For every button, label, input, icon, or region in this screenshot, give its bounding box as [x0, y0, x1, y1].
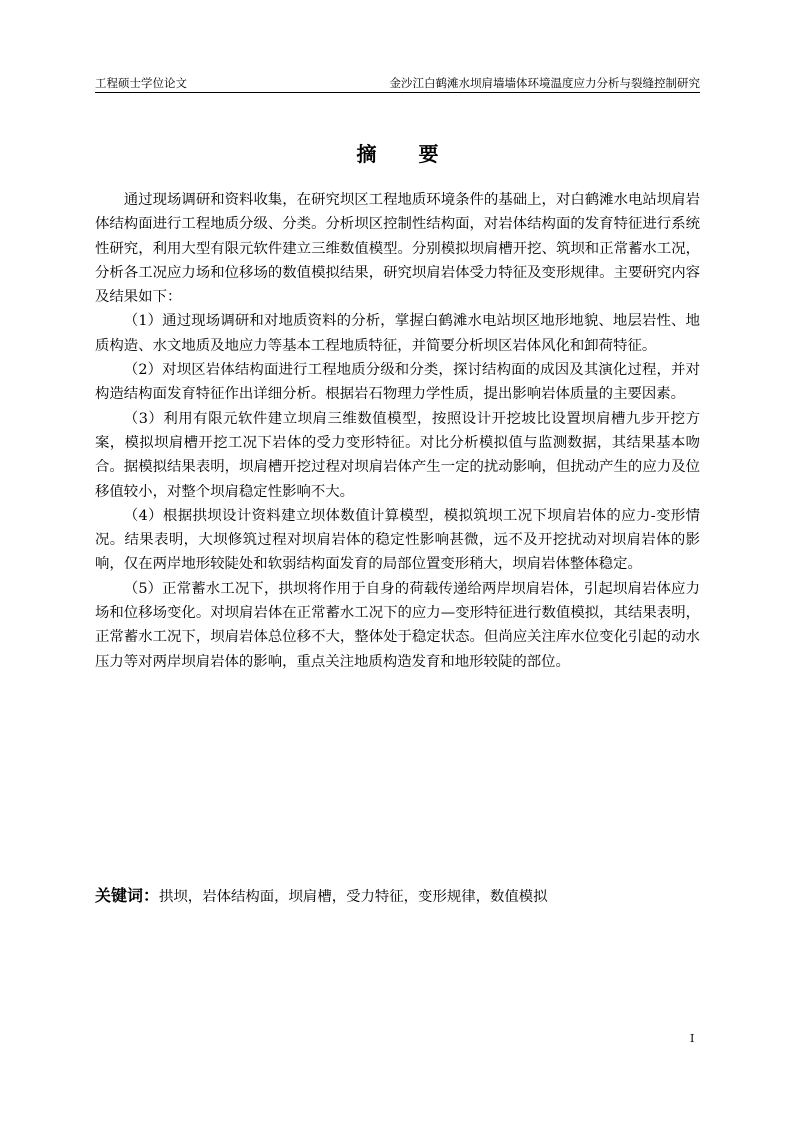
keywords-text: 拱坝，岩体结构面，坝肩槽，受力特征，变形规律，数值模拟	[159, 889, 548, 905]
abstract-point-4: （4）根据拱坝设计资料建立坝体数值计算模型，模拟筑坝工况下坝肩岩体的应力-变形情况。结果表明，大坝修筑过程对坝肩岩体的稳定性影响甚微，远不及开挖扰动对坝肩岩体的影响，仅在两岸地形较陡处和软弱结构面发育的局部位置变形稍大，坝肩岩体整体稳定。	[95, 507, 700, 573]
page-number: I	[690, 1032, 695, 1045]
abstract-point-5: （5）正常蓄水工况下，拱坝将作用于自身的荷载传递给两岸坝肩岩体，引起坝肩岩体应力场和位移场变化。对坝肩岩体在正常蓄水工况下的应力—变形特征进行数值模拟，其结果表明，正常蓄水工况下，坝肩岩体总位移不大，整体处于稳定状态。但尚应关注库水位变化引起的动水压力等对两岸坝肩岩体的影响，重点关注地质构造发育和地形较陡的部位。	[95, 580, 700, 670]
abstract-title	[95, 140, 700, 168]
header-thesis-type: 工程硕士学位论文	[95, 76, 187, 90]
abstract-point-2: （2）对坝区岩体结构面进行工程地质分级和分类，探讨结构面的成因及其演化过程，并对构造结构面发育特征作出详细分析。根据岩石物理力学性质，提出影响岩体质量的主要因素。	[95, 362, 700, 403]
abstract-point-1: （1）通过现场调研和对地质资料的分析，掌握白鹤滩水电站坝区地形地貌、地层岩性、地质构造、水文地质及地应力等基本工程地质特征，并简要分析坝区岩体风化和卸荷特征。	[95, 313, 700, 354]
abstract-point-3: （3）利用有限元软件建立坝肩三维数值模型，按照设计开挖坡比设置坝肩槽九步开挖方案，模拟坝肩槽开挖工况下岩体的受力变形特征。对比分析模拟值与监测数据，其结果基本吻合。据模拟结果表明，坝肩槽开挖过程对坝肩岩体产生一定的扰动影响，但扰动产生的应力及位移值较小，对整个坝肩稳定性影响不大。	[95, 410, 700, 500]
abstract-intro-paragraph: 通过现场调研和资料收集，在研究坝区工程地质环境条件的基础上，对白鹤滩水电站坝肩岩体结构面进行工程地质分级、分类。分析坝区控制性结构面，对岩体结构面的发育特征进行系统性研究，利用大型有限元软件建立三维数值模型。分别模拟坝肩槽开挖、筑坝和正常蓄水工况，分析各工况应力场和位移场的数值模拟结果，研究坝肩岩体受力特征及变形规律。主要研究内容及结果如下：	[95, 192, 700, 306]
title-char-2: 要	[418, 142, 439, 166]
abstract-body	[95, 188, 700, 674]
keywords-label: 关键词：	[95, 886, 160, 905]
page-header	[95, 76, 700, 93]
keywords-line	[95, 884, 700, 909]
title-char-1: 摘	[356, 142, 377, 166]
header-thesis-title: 金沙江白鹤滩水坝肩墙墙体环境温度应力分析与裂缝控制研究	[389, 76, 700, 90]
